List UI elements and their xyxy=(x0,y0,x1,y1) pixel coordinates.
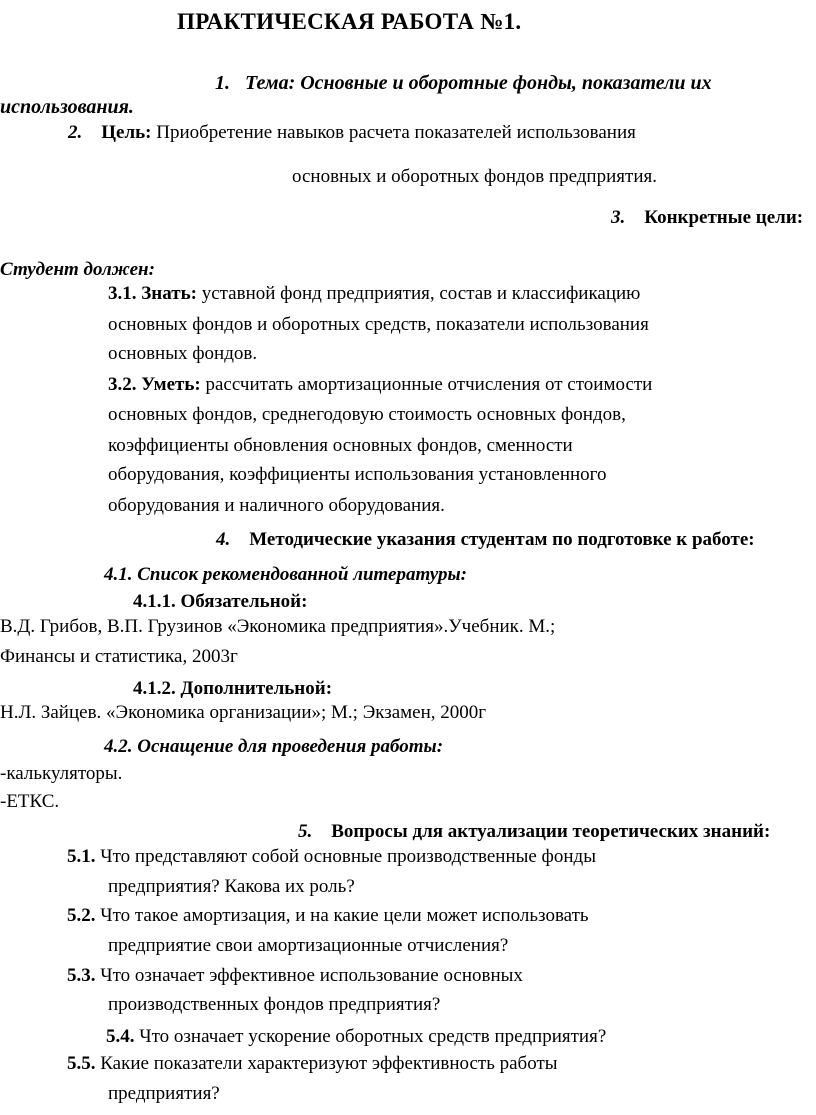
know-line-1: 3.1. Знать: уставной фонд предприятия, состав и классификацию xyxy=(108,283,641,304)
equipment-item-calculators: -калькуляторы. xyxy=(0,763,123,784)
able-line-2: основных фондов, среднегодовую стоимость основных фондов, xyxy=(108,404,626,425)
mandatory-label: 4.1.1. Обязательной: xyxy=(133,591,308,612)
know-line-2: основных фондов и оборотных средств, показатели использования xyxy=(108,314,649,335)
goal-line-1 xyxy=(68,123,636,142)
goal-number: 2. xyxy=(68,122,83,143)
specific-goals-heading xyxy=(611,208,803,227)
student-must-heading: Студент должен: xyxy=(0,259,155,280)
equipment-item-etks: -ЕТКС. xyxy=(0,791,60,812)
literature-heading: 4.1. Список рекомендованной литературы: xyxy=(104,564,467,585)
topic-text: Тема: Основные и оборотные фонды, показатели их xyxy=(245,72,712,94)
question-number: 5.4. xyxy=(106,1026,135,1047)
topic-line-1 xyxy=(215,73,712,93)
methodical-label: Методические указания студентам по подготовке к работе: xyxy=(249,529,755,550)
question-number: 5.5. xyxy=(67,1053,96,1074)
topic-line-2: использования. xyxy=(0,96,134,118)
able-line-5: оборудования и наличного оборудования. xyxy=(108,495,445,516)
able-line-3: коэффициенты обновления основных фондов, сменности xyxy=(108,435,573,456)
able-label: 3.2. Уметь: xyxy=(108,374,201,395)
specific-label: Конкретные цели: xyxy=(644,207,804,228)
question-5-3-line-2: производственных фондов предприятия? xyxy=(108,994,441,1015)
question-5-3-line-1: 5.3. Что означает эффективное использование основных xyxy=(67,965,523,986)
question-5-2-line-1: 5.2. Что такое амортизация, и на какие цели может использовать xyxy=(67,905,589,926)
able-line-4: оборудования, коэффициенты использования установленного xyxy=(108,464,607,485)
mandatory-ref-line-2: Финансы и статистика, 2003г xyxy=(0,646,238,667)
goal-text: Приобретение навыков расчета показателей использования xyxy=(151,122,636,143)
question-5-4-line-1: 5.4. Что означает ускорение оборотных средств предприятия? xyxy=(106,1026,607,1047)
goal-line-2: основных и оборотных фондов предприятия. xyxy=(292,166,657,187)
methodical-heading xyxy=(216,530,755,549)
question-5-5-line-2: предприятия? xyxy=(108,1083,220,1104)
goal-label: Цель: xyxy=(101,122,152,143)
questions-heading xyxy=(298,822,770,841)
questions-label: Вопросы для актуализации теоретических знаний: xyxy=(331,821,771,842)
question-5-5-line-1: 5.5. Какие показатели характеризуют эффективность работы xyxy=(67,1053,558,1074)
question-number: 5.3. xyxy=(67,965,96,986)
question-5-1-line-2: предприятия? Какова их роль? xyxy=(108,876,355,897)
question-5-2-line-2: предприятие свои амортизационные отчисления? xyxy=(108,935,509,956)
able-line-1: 3.2. Уметь: рассчитать амортизационные отчисления от стоимости xyxy=(108,374,653,395)
question-number: 5.1. xyxy=(67,846,96,867)
additional-ref-line-1: Н.Л. Зайцев. «Экономика организации»; М.; Экзамен, 2000г xyxy=(0,702,487,723)
page-title: ПРАКТИЧЕСКАЯ РАБОТА №1. xyxy=(177,9,522,34)
additional-label: 4.1.2. Дополнительной: xyxy=(133,678,333,699)
know-line-3: основных фондов. xyxy=(108,343,258,364)
specific-number: 3. xyxy=(611,207,626,228)
question-number: 5.2. xyxy=(67,905,96,926)
question-5-1-line-1: 5.1. Что представляют собой основные производственные фонды xyxy=(67,846,596,867)
topic-number: 1. xyxy=(215,72,230,94)
questions-number: 5. xyxy=(298,821,313,842)
equipment-heading: 4.2. Оснащение для проведения работы: xyxy=(104,736,444,757)
methodical-number: 4. xyxy=(216,529,231,550)
know-label: 3.1. Знать: xyxy=(108,283,197,304)
mandatory-ref-line-1: В.Д. Грибов, В.П. Грузинов «Экономика предприятия».Учебник. М.; xyxy=(0,616,556,637)
